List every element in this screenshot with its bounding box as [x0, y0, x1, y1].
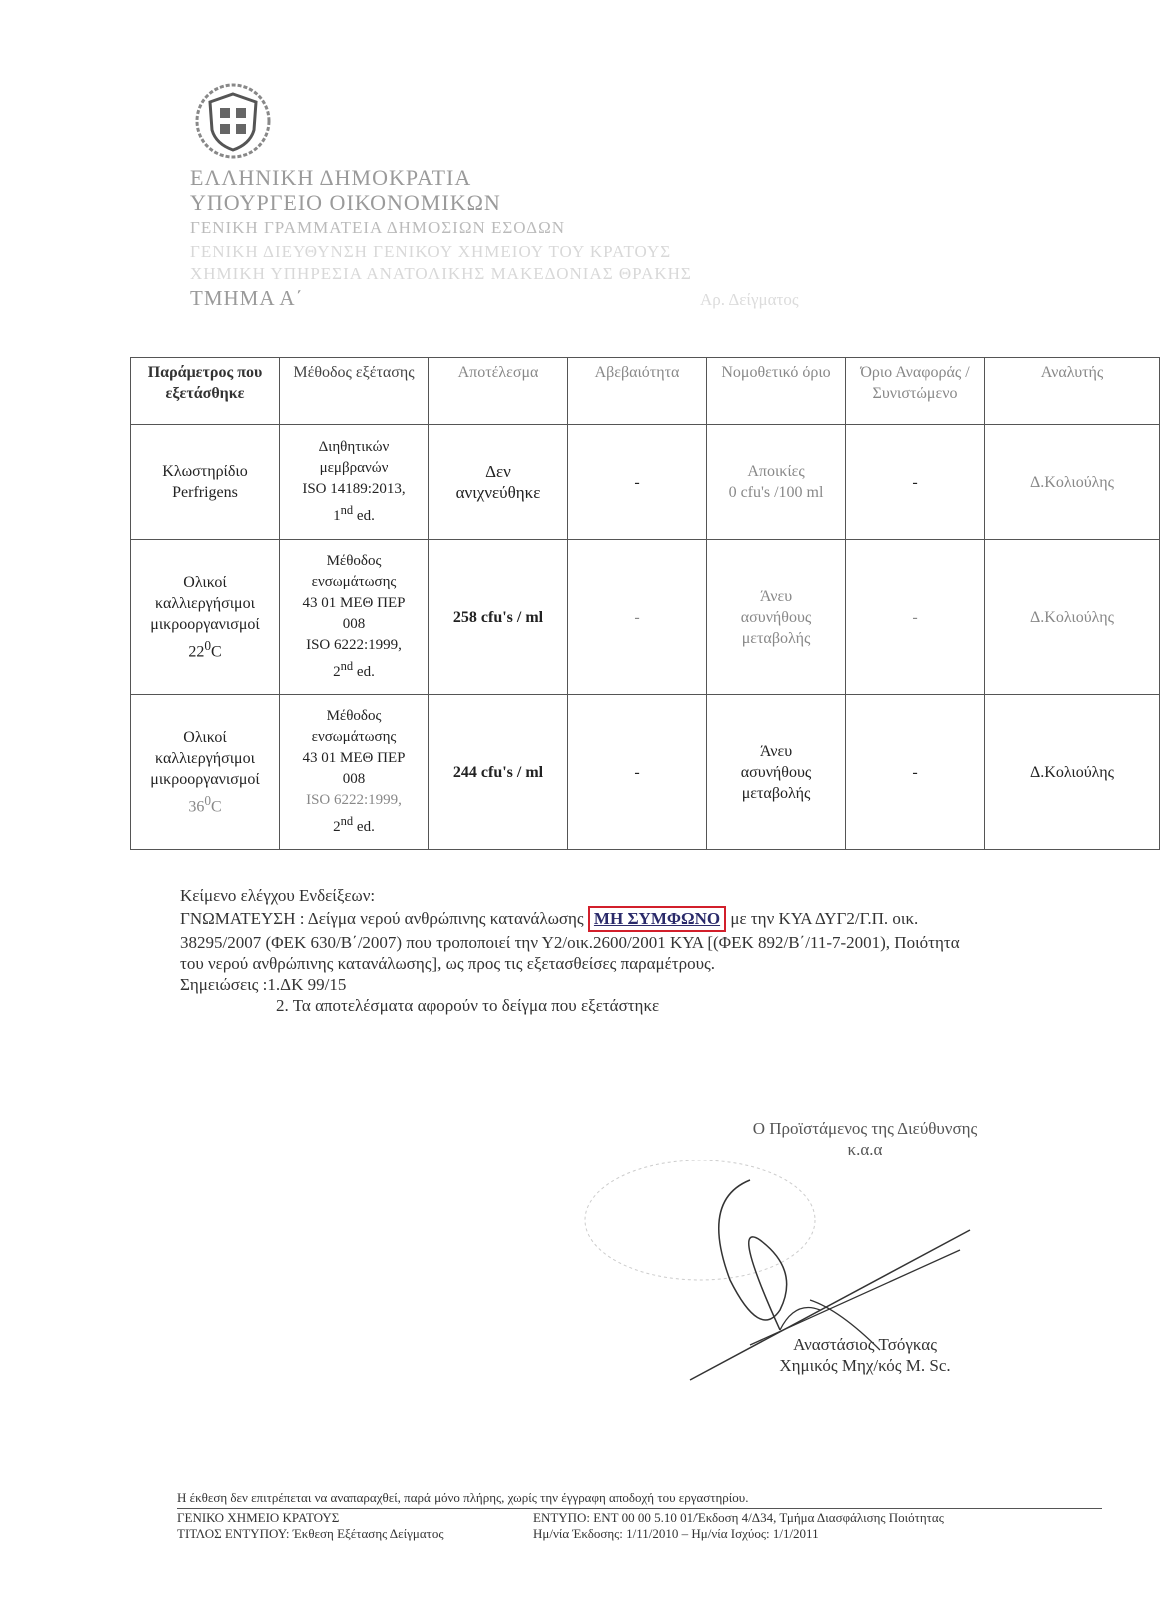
cell-analyst: Δ.Κολιούλης: [985, 695, 1160, 850]
table-row: [131, 540, 1160, 695]
signatory-title: Ο Προϊστάμενος της Διεύθυνσης κ.α.α: [752, 1119, 978, 1159]
footer-form-title: ΤΙΤΛΟΣ ΕΝΤΥΠΟΥ: Έκθεση Εξέτασης Δείγματος: [177, 1526, 444, 1541]
footer-disclaimer: Η έκθεση δεν επιτρέπεται να αναπαραχθεί, παρά μόνο πλήρης, χωρίς την έγγραφη αποδοχή του εργαστηρίου.: [177, 1490, 749, 1505]
cell-legal-limit: Άνευ ασυνήθους μεταβολής: [707, 540, 846, 695]
remarks-2: 2. Τα αποτελέσματα αφορούν το δείγμα που εξετάστηκε: [276, 996, 660, 1015]
cell-method: Μέθοδος ενσωμάτωσης 43 01 ΜΕΘ ΠΕΡ 008 ISO 6222:1999, 2nd ed.: [280, 540, 429, 695]
cell-reference-limit: -: [846, 540, 985, 695]
verdict-line-3: του νερού ανθρώπινης κατανάλωσης], ως προς τις εξετασθείσες παραμέτρους.: [180, 954, 715, 973]
cell-legal-limit: Αποικίες 0 cfu's /100 ml: [707, 425, 846, 540]
footer-form-code: ΕΝΤΥΠΟ: ΕΝΤ 00 00 5.10 01/Έκδοση 4/Δ34, Τμήμα Διασφάλισης Ποιότητας: [533, 1510, 944, 1525]
cell-analyst: Δ.Κολιούλης: [985, 540, 1160, 695]
col-header-uncertainty: Αβεβαιότητα: [568, 358, 707, 425]
cell-uncertainty: -: [568, 425, 707, 540]
footer-org: ΓΕΝΙΚΟ ΧΗΜΕΙΟ ΚΡΑΤΟΥΣ: [177, 1510, 340, 1525]
cell-reference-limit: -: [846, 695, 985, 850]
table-row: [131, 695, 1160, 850]
cell-parameter: Ολικοί καλλιεργήσιμοι μικροοργανισμοί $22^0C$: [131, 540, 280, 695]
col-header-legal-limit: Νομοθετικό όριο: [707, 358, 846, 425]
cell-analyst: Δ.Κολιούλης: [985, 425, 1160, 540]
results-table: [130, 357, 1160, 850]
col-header-method: Μέθοδος εξέτασης: [280, 358, 429, 425]
cell-uncertainty: -: [568, 695, 707, 850]
cell-reference-limit: -: [846, 425, 985, 540]
header-sample-number: Αρ. Δείγματος: [700, 290, 799, 309]
col-header-reference-limit: Όριο Αναφοράς / Συνιστώμενο: [846, 358, 985, 425]
notes-block: [180, 885, 1120, 1016]
cell-result: Δεν ανιχνεύθηκε: [429, 425, 568, 540]
footer-divider: [177, 1508, 1102, 1509]
header-line-republic: ΕΛΛΗΝΙΚΗ ΔΗΜΟΚΡΑΤΙΑ: [190, 165, 472, 190]
verdict-line: ΓΝΩΜΑΤΕΥΣΗ : Δείγμα νερού ανθρώπινης κατανάλωσης ΜΗ ΣΥΜΦΩΝΟ με την ΚΥΑ ΔΥΓ2/Γ.Π. οικ.: [180, 906, 1120, 932]
cell-method: Μέθοδος ενσωμάτωσης 43 01 ΜΕΘ ΠΕΡ 008 ISO 6222:1999, 2nd ed.: [280, 695, 429, 850]
verdict-highlight: ΜΗ ΣΥΜΦΩΝΟ: [588, 906, 726, 932]
col-header-parameter: Παράμετρος που εξετάσθηκε: [131, 358, 280, 425]
notes-heading: Κείμενο ελέγχου Ενδείξεων:: [180, 886, 376, 905]
greek-emblem-icon: [192, 80, 274, 162]
footer-form-dates: Ημ/νία Έκδοσης: 1/11/2010 – Ημ/νία Ισχύος: 1/1/2011: [533, 1526, 819, 1541]
table-row: [131, 425, 1160, 540]
signer-name: Αναστάσιος Τσόγκας: [793, 1335, 937, 1354]
table-header-row: [131, 358, 1160, 425]
signer-role: Χημικός Μηχ/κός Μ. Sc.: [779, 1356, 951, 1375]
cell-result: 258 cfu's / ml: [429, 540, 568, 695]
cell-parameter: Κλωστηρίδιο Perfrigens: [131, 425, 280, 540]
cell-result: 244 cfu's / ml: [429, 695, 568, 850]
remarks-1: Σημειώσεις :1.ΔΚ 99/15: [180, 975, 347, 994]
cell-parameter: Ολικοί καλλιεργήσιμοι μικροοργανισμοί $36^0C$: [131, 695, 280, 850]
header-line-directorate: ΓΕΝΙΚΗ ΔΙΕΥΘΥΝΣΗ ΓΕΝΙΚΟΥ ΧΗΜΕΙΟΥ ΤΟΥ ΚΡΑΤΟΥΣ: [190, 242, 672, 261]
header-line-secretariat: ΓΕΝΙΚΗ ΓΡΑΜΜΑΤΕΙΑ ΔΗΜΟΣΙΩΝ ΕΣΟΔΩΝ: [190, 218, 565, 237]
col-header-analyst: Αναλυτής: [985, 358, 1160, 425]
header-line-department: ΤΜΗΜΑ Α΄: [190, 286, 304, 310]
cell-method: Διηθητικών μεμβρανών ISO 14189:2013, 1nd ed.: [280, 425, 429, 540]
header-line-service: ΧΗΜΙΚΗ ΥΠΗΡΕΣΙΑ ΑΝΑΤΟΛΙΚΗΣ ΜΑΚΕΔΟΝΙΑΣ ΘΡΑΚΗΣ: [190, 264, 692, 283]
verdict-line-2: 38295/2007 (ΦΕΚ 630/Β΄/2007) που τροποποιεί την Υ2/οικ.2600/2001 ΚΥΑ [(ΦΕΚ 892/Β΄/11-7-2001), Ποιότητα: [180, 933, 960, 952]
header-line-ministry: ΥΠΟΥΡΓΕΙΟ ΟΙΚΟΝΟΜΙΚΩΝ: [190, 190, 501, 215]
signer-block: [740, 1334, 990, 1376]
cell-legal-limit: Άνευ ασυνήθους μεταβολής: [707, 695, 846, 850]
cell-uncertainty: -: [568, 540, 707, 695]
col-header-result: Αποτέλεσμα: [429, 358, 568, 425]
